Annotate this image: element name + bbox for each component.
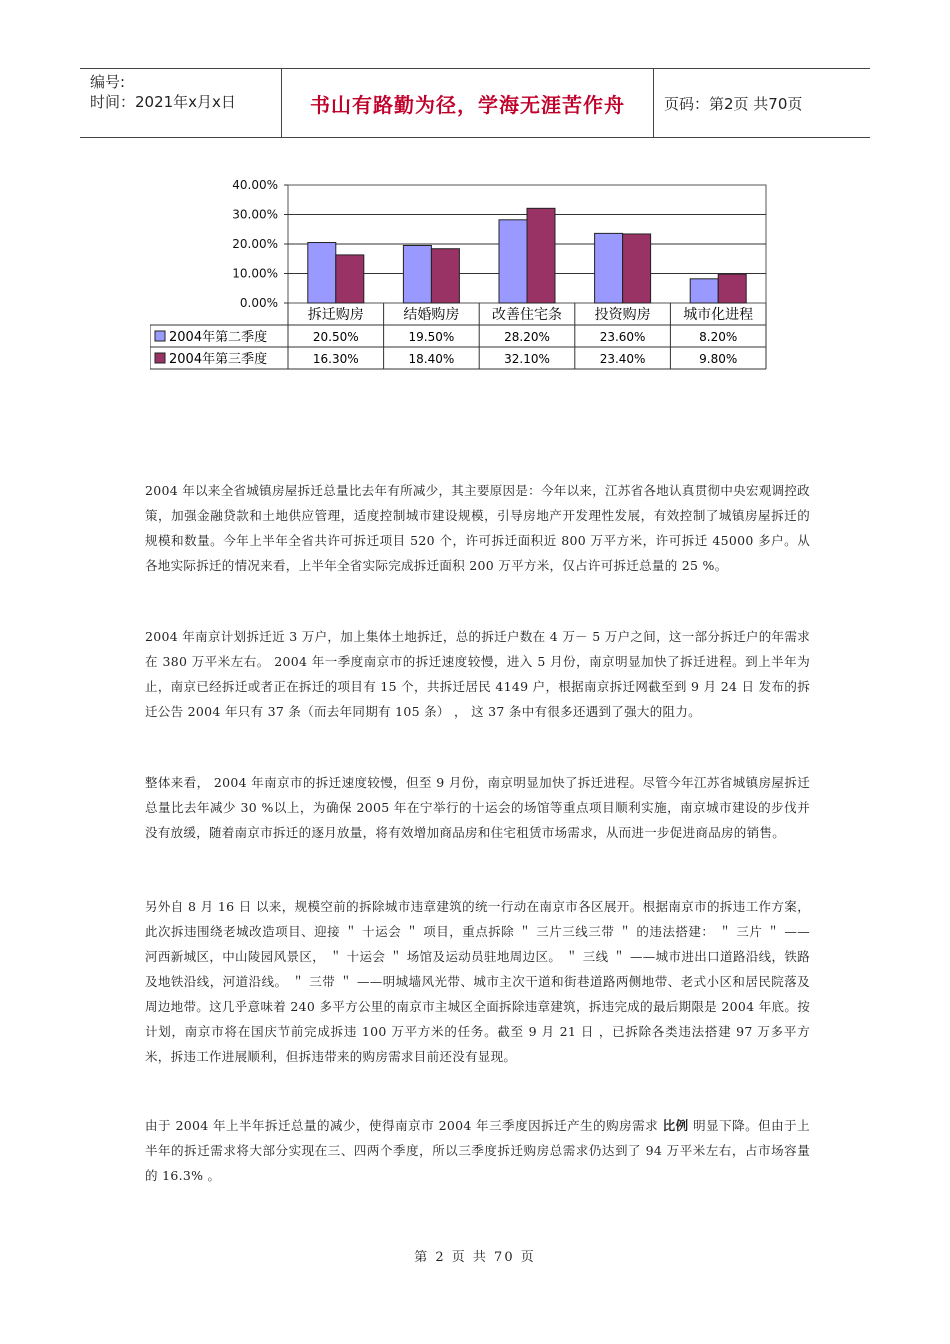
paragraph-4: 另外自 8 月 16 日 以来，规模空前的拆除城市违章建筑的统一行动在南京市各区展开。根据南京市的拆违工作方案，此次拆违围绕老城改造项目、迎接 ＂ 十运会 ＂ 项目，重点拆除 ＂ 三片三线三带 ＂ 的违法搭建： ＂ 三片 ＂ ——河西新城区，中山陵园风景区， ＂ 十运会 ＂ 场馆及运动员驻地周边区。 ＂ 三线 ＂ ——城市进出口道路沿线，铁路及地铁沿线，河道沿线。 ＂ 三带 ＂ ——明城墙风光带、城市主次干道和街巷道路两侧地带、老式小区和居民院落及周边地带。这几乎意味着 240 多平方公里的南京市主城区全面拆除违章建筑，拆违完成的最后期限是 2004 年底。按计划，南京市将在国庆节前完成拆违 100 万平方米的任务。截至 9 月 21 日 ，已拆除各类违法搭建 97 万多平方米，拆违工作进展顺利，但拆违带来的购房需求目前还没有显现。 (145, 899, 810, 1064)
page-header (80, 68, 870, 138)
paragraph-5-text-a: 由于 2004 年上半年拆迁总量的减少，使得南京市 2004 年三季度因拆迁产生的购房需求 (145, 1118, 663, 1133)
legend-label: 2004年第三季度 (169, 352, 268, 367)
y-tick-label: 0.00% (239, 296, 278, 310)
legend-swatch (155, 331, 165, 341)
y-tick-label: 20.00% (232, 237, 278, 251)
bar (690, 279, 718, 303)
paragraph-1: 2004 年以来全省城镇房屋拆迁总量比去年有所减少，其主要原因是：今年以来，江苏省各地认真贯彻中央宏观调控政策，加强金融贷款和土地供应管理，适度控制城市建设规模，引导房地产开发理性发展，有效控制了城镇房屋拆迁的规模和数量。今年上半年全省共许可拆迁项目 520 个，许可拆迁面积近 800 万平方米，许可拆迁 45000 多户。从各地实际拆迁的情况来看，上半年全省实际完成拆迁面积 200 万平方米，仅占许可拆迁总量的 25 %。 (145, 483, 810, 573)
paragraph-5-text-b: 明显下降。但由于上半年的拆迁需求将大部分实现在三、四两个季度，所以三季度拆迁购房总需求仍达到了 94 万平米左右，占市场容量的 16.3% 。 (145, 1118, 810, 1183)
doc-number-label: 编号: (90, 73, 126, 91)
data-label: 23.40% (599, 352, 646, 366)
motto: 书山有路勤为径，学海无涯苦作舟 (310, 92, 625, 117)
bar-chart (150, 175, 770, 375)
legend-label: 2004年第二季度 (169, 330, 268, 345)
category-label: 城市化进程 (683, 307, 754, 323)
data-label: 19.50% (408, 330, 455, 344)
page-footer: 第 2 页 共 70 页 (414, 1250, 536, 1265)
legend-swatch (155, 353, 165, 363)
category-label: 改善住宅条 (492, 307, 562, 323)
header-info-cell (80, 69, 282, 137)
data-label: 28.20% (504, 330, 550, 344)
y-tick-label: 30.00% (232, 207, 278, 222)
data-label: 18.40% (408, 352, 455, 366)
bar (403, 245, 431, 303)
y-tick-label: 40.00% (232, 178, 278, 192)
bar (336, 255, 364, 303)
bar (431, 249, 459, 303)
time-label: 时间：2021年x月x日 (90, 93, 236, 111)
paragraph-5-bold: 比例 (662, 1118, 689, 1133)
bar (595, 233, 623, 303)
bar (527, 208, 555, 303)
y-tick-label: 10.00% (232, 266, 278, 281)
data-label: 23.60% (599, 330, 646, 344)
header-motto-cell (282, 69, 654, 137)
data-label: 8.20% (699, 330, 738, 344)
bar (718, 274, 746, 303)
data-label: 32.10% (504, 352, 550, 366)
bar (499, 220, 527, 303)
data-label: 20.50% (312, 330, 359, 344)
data-label: 9.80% (699, 352, 738, 366)
category-label: 结婚购房 (403, 307, 460, 323)
header-page-cell (654, 69, 870, 137)
paragraph-3: 整体来看， 2004 年南京市的拆迁速度较慢，但至 9 月份，南京明显加快了拆迁进程。尽管今年江苏省城镇房屋拆迁总量比去年减少 30 %以上，为确保 2005 年在宁举行的十运会的场馆等重点项目顺利实施，南京城市建设的步伐并没有放缓，随着南京市拆迁的逐月放量，将有效增加商品房和住宅租赁市场需求，从而进一步促进商品房的销售。 (145, 775, 810, 840)
category-label: 投资购房 (594, 307, 651, 323)
page-info: 页码：第2页 共70页 (664, 94, 803, 113)
category-label: 拆迁购房 (307, 307, 364, 323)
paragraph-5 (145, 1113, 810, 1188)
bar (623, 234, 651, 303)
paragraph-2: 2004 年南京计划拆迁近 3 万户，加上集体土地拆迁，总的拆迁户数在 4 万－ 5 万户之间，这一部分拆迁户的年需求在 380 万平米左右。 2004 年一季度南京市的拆迁速度较慢，进入 5 月份，南京明显加快了拆迁进程。到上半年为止，南京已经拆迁或者正在拆迁的项目有 15 个，共拆迁居民 4149 户，根据南京拆迁网截至到 9 月 24 日 发布的拆迁公告 2004 年只有 37 条（而去年同期有 105 条） ， 这 37 条中有很多还遇到了强大的阻力。 (145, 629, 810, 719)
bar (308, 243, 336, 303)
bar-chart-svg (150, 175, 770, 375)
data-label: 16.30% (312, 352, 359, 366)
